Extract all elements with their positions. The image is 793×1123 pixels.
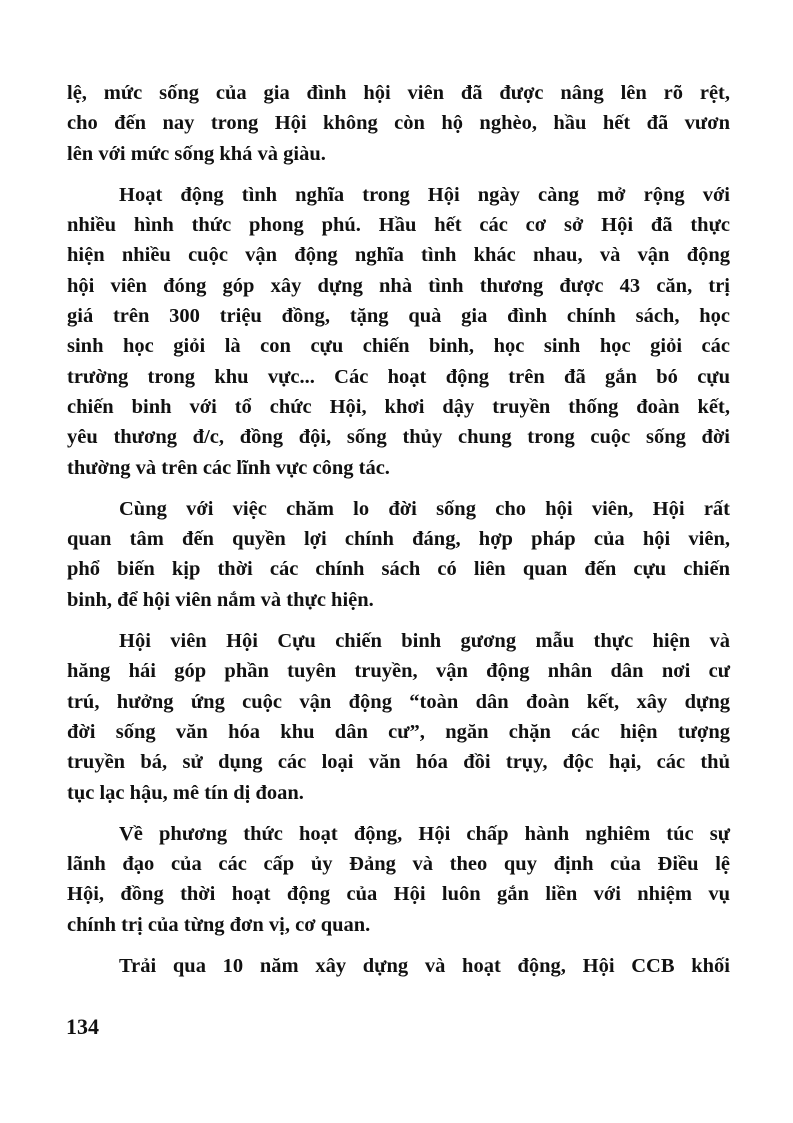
text-line: Cùng với việc chăm lo đời sống cho hội viên, Hội rất xyxy=(119,497,730,520)
text-line: thường và trên các lĩnh vực công tác. xyxy=(67,456,390,479)
text-line: hội viên đóng góp xây dựng nhà tình thương được 43 căn, trị xyxy=(67,274,730,297)
text-line: phổ biến kịp thời các chính sách có liên quan đến cựu chiến xyxy=(67,558,730,581)
text-line: chiến binh với tổ chức Hội, khơi dậy truyền thống đoàn kết, xyxy=(67,395,730,418)
text-line: Trải qua 10 năm xây dựng và hoạt động, Hội CCB khối xyxy=(119,955,730,978)
paragraph-5 xyxy=(67,819,730,940)
text-line: lên với mức sống khá và giàu. xyxy=(67,142,326,165)
text-line: tục lạc hậu, mê tín dị đoan. xyxy=(67,781,304,804)
text-line: truyền bá, sử dụng các loại văn hóa đồi trụy, độc hại, các thủ xyxy=(67,751,730,774)
text-line: hăng hái góp phần tuyên truyền, vận động nhân dân nơi cư xyxy=(67,660,730,683)
body-text xyxy=(67,78,730,981)
text-line: hiện nhiều cuộc vận động nghĩa tình khác nhau, và vận động xyxy=(67,244,730,267)
text-line: Về phương thức hoạt động, Hội chấp hành nghiêm túc sự xyxy=(119,822,730,845)
paragraph-1 xyxy=(67,78,730,169)
paragraph-3 xyxy=(67,494,730,615)
text-line: Hội viên Hội Cựu chiến binh gương mẫu thực hiện và xyxy=(119,630,730,653)
text-line: trú, hưởng ứng cuộc vận động “toàn dân đoàn kết, xây dựng xyxy=(67,690,730,713)
text-line: lãnh đạo của các cấp ủy Đảng và theo quy định của Điều lệ xyxy=(67,853,730,876)
paragraph-6 xyxy=(67,951,730,981)
text-line: binh, để hội viên nắm và thực hiện. xyxy=(67,588,374,611)
text-line: giá trên 300 triệu đồng, tặng quà gia đình chính sách, học xyxy=(67,305,730,328)
text-line: trường trong khu vực... Các hoạt động trên đã gắn bó cựu xyxy=(67,365,730,388)
text-line: nhiều hình thức phong phú. Hầu hết các cơ sở Hội đã thực xyxy=(67,214,730,237)
text-line: Hoạt động tình nghĩa trong Hội ngày càng mở rộng với xyxy=(119,183,730,206)
text-line: Hội, đồng thời hoạt động của Hội luôn gắn liền với nhiệm vụ xyxy=(67,883,730,906)
text-line: yêu thương đ/c, đồng đội, sống thủy chung trong cuộc sống đời xyxy=(67,426,730,449)
text-line: cho đến nay trong Hội không còn hộ nghèo, hầu hết đã vươn xyxy=(67,112,730,135)
text-line: quan tâm đến quyền lợi chính đáng, hợp pháp của hội viên, xyxy=(67,528,730,551)
paragraph-4 xyxy=(67,626,730,808)
text-line: đời sống văn hóa khu dân cư”, ngăn chặn các hiện tượng xyxy=(67,720,730,743)
paragraph-2 xyxy=(67,180,730,483)
text-line: chính trị của từng đơn vị, cơ quan. xyxy=(67,913,371,936)
text-line: sinh học giỏi là con cựu chiến binh, học sinh học giỏi các xyxy=(67,335,730,358)
page-number: 134 xyxy=(66,1014,99,1039)
text-line: lệ, mức sống của gia đình hội viên đã được nâng lên rõ rệt, xyxy=(67,82,730,104)
